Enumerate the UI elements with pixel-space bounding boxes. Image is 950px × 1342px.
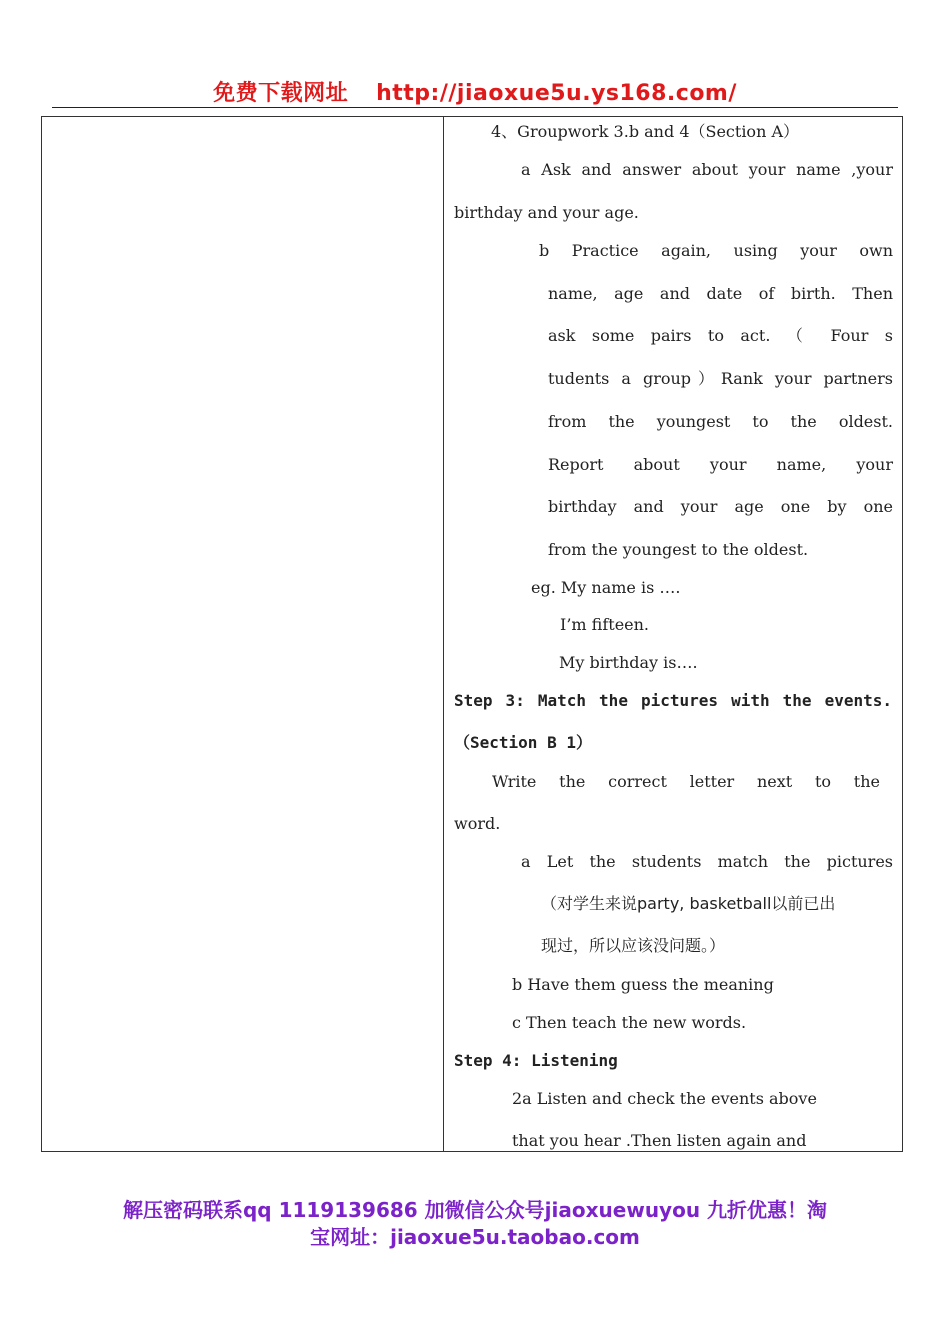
text-line: birthday and your age. bbox=[454, 203, 639, 222]
text-line: b Have them guess the meaning bbox=[512, 975, 774, 994]
text-line: I’m fifteen. bbox=[560, 615, 650, 634]
text-line: Report about your name, your bbox=[548, 455, 893, 474]
text-line: eg. My name is …. bbox=[531, 578, 681, 597]
step-heading: Step 3: Match the pictures with the events. bbox=[454, 691, 892, 710]
text-line: My birthday is…. bbox=[559, 653, 698, 672]
text-line: name, age and date of birth. Then bbox=[548, 284, 893, 303]
text-line: ask some pairs to act. （ Four s bbox=[548, 326, 893, 345]
step-heading: Step 4: Listening bbox=[454, 1051, 618, 1070]
header-label: 免费下载网址 bbox=[213, 81, 349, 106]
text-line: birthday and your age one by one bbox=[548, 497, 893, 516]
text-line: that you hear .Then listen again and bbox=[512, 1131, 807, 1150]
header-rule bbox=[52, 107, 898, 108]
page-footer bbox=[0, 1197, 950, 1251]
text-line: 现过，所以应该没问题。） bbox=[541, 936, 726, 955]
text-line: tudents a group）Rank your partners bbox=[548, 369, 893, 388]
text-line: from the youngest to the oldest. bbox=[548, 540, 809, 559]
lesson-table bbox=[41, 116, 903, 1152]
right-column bbox=[445, 117, 900, 1151]
text-line: b Practice again, using your own bbox=[539, 241, 893, 260]
footer-taobao-link[interactable]: 宝网址：jiaoxue5u.taobao.com bbox=[310, 1225, 640, 1249]
column-divider bbox=[443, 117, 444, 1151]
text-line: （对学生来说party, basketball以前已出 bbox=[541, 894, 836, 913]
text-line: a Let the students match the pictures bbox=[521, 852, 893, 871]
text-line: c Then teach the new words. bbox=[512, 1013, 747, 1032]
text-line: from the youngest to the oldest. bbox=[548, 412, 893, 431]
text-line: 4、Groupwork 3.b and 4（Section A） bbox=[491, 122, 800, 141]
page-header bbox=[0, 76, 950, 107]
text-line: word. bbox=[454, 814, 501, 833]
text-line: Write the correct letter next to the bbox=[492, 772, 880, 791]
header-url-link[interactable]: http://jiaoxue5u.ys168.com/ bbox=[376, 81, 737, 106]
text-line: 2a Listen and check the events above bbox=[512, 1089, 817, 1108]
footer-line: 解压密码联系qq 1119139686 加微信公众号jiaoxuewuyou 九折优惠！淘 bbox=[122, 1198, 828, 1222]
text-line: a Ask and answer about your name ,your bbox=[521, 160, 893, 179]
step-heading: （Section B 1） bbox=[454, 733, 592, 752]
